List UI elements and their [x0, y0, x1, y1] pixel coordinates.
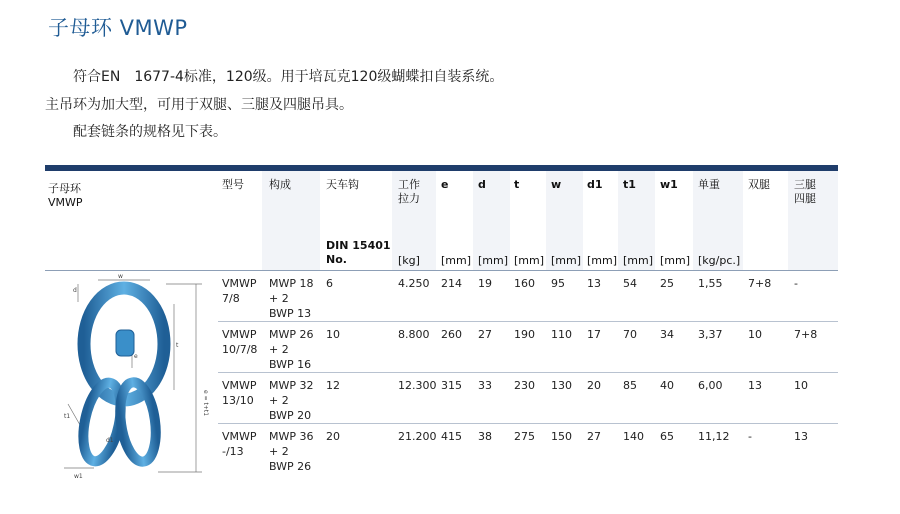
- row-divider: [218, 423, 838, 424]
- header-w1: w1: [660, 178, 678, 191]
- cell-e: 415: [441, 430, 462, 443]
- cell-t: 160: [514, 277, 535, 290]
- header-e: e: [441, 178, 449, 191]
- intro-line-3: 配套链条的规格见下表。: [73, 124, 227, 140]
- cell-e: 315: [441, 379, 462, 392]
- header-crane-hook-din: DIN 15401 No.: [326, 239, 391, 266]
- header-e-unit: [mm]: [441, 254, 472, 267]
- dim-label-t1: t1: [64, 413, 71, 420]
- cell-weight: 11,12: [698, 430, 730, 443]
- dim-label-d1: d1: [106, 437, 114, 444]
- dim-label-d: d: [73, 287, 77, 294]
- cell-w1: 40: [660, 379, 674, 392]
- intro-line-2: 主吊环为加大型，可用于双腿、三腿及四腿吊具。: [45, 97, 353, 113]
- cell-type: VMWP 7/8: [222, 277, 257, 305]
- cell-t1: 140: [623, 430, 644, 443]
- cell-w1: 34: [660, 328, 674, 341]
- cell-construction: MWP 36 + 2 BWP 26: [269, 430, 314, 473]
- dim-label-t: t: [176, 342, 179, 349]
- cell-two: -: [748, 430, 752, 443]
- cell-hook: 6: [326, 277, 333, 290]
- cell-d1: 20: [587, 379, 601, 392]
- header-construction: 构成: [269, 178, 291, 191]
- header-wll-unit: [kg]: [398, 254, 420, 267]
- header-bottom-line: [45, 270, 838, 271]
- cell-two: 10: [748, 328, 762, 341]
- cell-d1: 13: [587, 277, 601, 290]
- cell-three: 7+8: [794, 328, 818, 341]
- cell-construction: MWP 26 + 2 BWP 16: [269, 328, 314, 371]
- dim-label-w: w: [118, 273, 123, 280]
- cell-construction: MWP 32 + 2 BWP 20: [269, 379, 314, 422]
- header-three-four-leg: 三腿 四腿: [794, 178, 816, 205]
- cell-t1: 70: [623, 328, 637, 341]
- cell-hook: 10: [326, 328, 340, 341]
- cell-e: 214: [441, 277, 462, 290]
- cell-t: 275: [514, 430, 535, 443]
- vmwp-master-link-drawing: [46, 272, 214, 488]
- dim-label-e-total: e = t+t1: [202, 390, 209, 417]
- header-weight-unit: [kg/pc.]: [698, 254, 741, 267]
- cell-weight: 6,00: [698, 379, 723, 392]
- row-divider: [218, 372, 838, 373]
- dim-label-w1: w1: [74, 473, 83, 480]
- cell-construction: MWP 18 + 2 BWP 13: [269, 277, 314, 320]
- corner-label: 子母环 VMWP: [48, 182, 83, 209]
- cell-wll: 12.300: [398, 379, 437, 392]
- cell-type: VMWP 13/10: [222, 379, 257, 407]
- dim-label-e: e: [134, 353, 138, 360]
- cell-wll: 8.800: [398, 328, 430, 341]
- cell-type: VMWP -/13: [222, 430, 257, 458]
- header-d-unit: [mm]: [478, 254, 509, 267]
- cell-type: VMWP 10/7/8: [222, 328, 258, 356]
- header-w: w: [551, 178, 562, 191]
- cell-w: 110: [551, 328, 572, 341]
- header-d: d: [478, 178, 486, 191]
- cell-w1: 25: [660, 277, 674, 290]
- page-title: 子母环 VMWP: [48, 16, 188, 40]
- cell-hook: 12: [326, 379, 340, 392]
- cell-two: 7+8: [748, 277, 772, 290]
- header-weight: 单重: [698, 178, 720, 191]
- cell-t: 190: [514, 328, 535, 341]
- cell-weight: 1,55: [698, 277, 723, 290]
- header-d1: d1: [587, 178, 603, 191]
- cell-three: 13: [794, 430, 808, 443]
- cell-three: 10: [794, 379, 808, 392]
- cell-d: 38: [478, 430, 492, 443]
- header-w1-unit: [mm]: [660, 254, 691, 267]
- cell-two: 13: [748, 379, 762, 392]
- cell-d1: 27: [587, 430, 601, 443]
- header-d1-unit: [mm]: [587, 254, 618, 267]
- cell-t1: 85: [623, 379, 637, 392]
- header-t-unit: [mm]: [514, 254, 545, 267]
- header-type: 型号: [222, 178, 244, 191]
- cell-w: 150: [551, 430, 572, 443]
- header-t: t: [514, 178, 520, 191]
- cell-d: 33: [478, 379, 492, 392]
- cell-wll: 4.250: [398, 277, 430, 290]
- header-two-leg: 双腿: [748, 178, 770, 191]
- cell-hook: 20: [326, 430, 340, 443]
- header-t1: t1: [623, 178, 636, 191]
- cell-wll: 21.200: [398, 430, 437, 443]
- cell-t: 230: [514, 379, 535, 392]
- header-t1-unit: [mm]: [623, 254, 654, 267]
- coupling-bar: [116, 330, 134, 356]
- header-crane-hook: 天车钩: [326, 178, 359, 191]
- intro-line-1: 符合EN 1677-4标准，120级。用于培瓦克120级蝴蝶扣自装系统。: [73, 69, 504, 85]
- cell-w: 95: [551, 277, 565, 290]
- row-divider: [218, 321, 838, 322]
- cell-t1: 54: [623, 277, 637, 290]
- cell-d1: 17: [587, 328, 601, 341]
- cell-w1: 65: [660, 430, 674, 443]
- cell-e: 260: [441, 328, 462, 341]
- header-w-unit: [mm]: [551, 254, 582, 267]
- header-wll: 工作 拉力: [398, 178, 420, 205]
- cell-w: 130: [551, 379, 572, 392]
- cell-three: -: [794, 277, 798, 290]
- cell-weight: 3,37: [698, 328, 723, 341]
- cell-d: 27: [478, 328, 492, 341]
- cell-d: 19: [478, 277, 492, 290]
